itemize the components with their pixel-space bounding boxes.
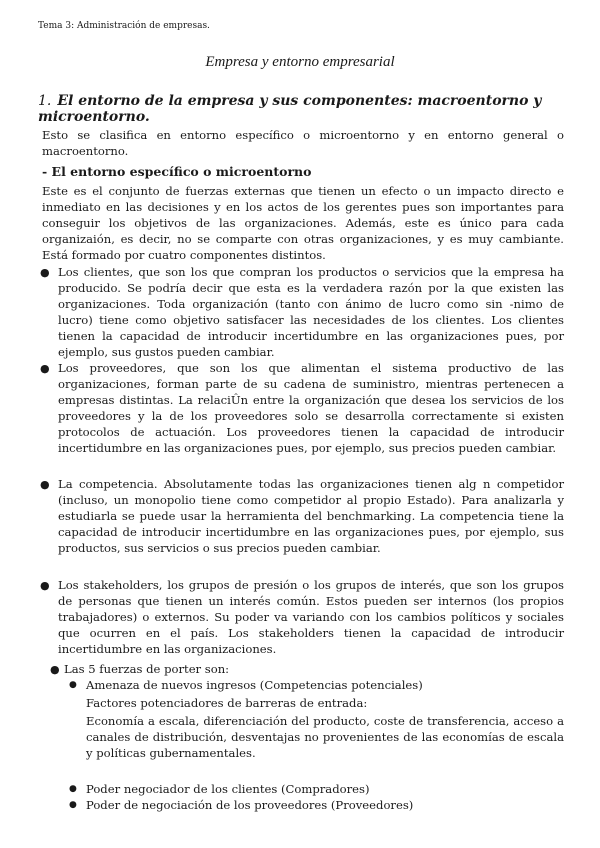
sub-bullet-icon: ● (69, 680, 77, 690)
section-title: El entorno de la empresa y sus componentes: macroentorno y microentorno. (38, 93, 542, 125)
page-title: Empresa y entorno empresarial (205, 54, 395, 70)
bullet-clientes: Los clientes, que son los que compran los productos o servicios que la empresa ha producido. Se podría decir que esta es la verdadera razón por la que existen las organizaciones. Toda organización (tanto con ánimo de lucro como sin -nimo de lucro) tiene como objetivo satisfacer las necesidades de los clientes. Los clientes tienen la capacidad de introducir incertidumbre en las organizaciones pues, por ejemplo, sus gustos pueden cambiar. (58, 265, 564, 359)
section-heading (38, 93, 600, 125)
porter-title: Las 5 fuerzas de porter son: (64, 662, 230, 676)
intro-paragraph: Esto se clasifica en entorno específico o microentorno y en entorno general o macroentorno. (42, 128, 564, 158)
sub-bullet-icon: ● (69, 784, 77, 794)
bullet-competencia: La competencia. Absolutamente todas las organizaciones tienen alg n competidor (incluso, un monopolio tiene como competidor al propio Estado). Para analizarla y estudiarla se puede usar la herramienta del benchmarking. La competencia tiene la capacidad de introducir incertidumbre en las organizaciones pues, por ejemplo, sus productos, sus servicios o sus precios pueden cambiar. (58, 477, 564, 555)
subsection-heading: - El entorno específico o microentorno (42, 164, 312, 179)
porter-item-1: Amenaza de nuevos ingresos (Competencias potenciales) (86, 678, 423, 692)
section-number: 1. (38, 93, 52, 109)
bullet-icon: ● (40, 478, 50, 491)
bullet-icon: ● (40, 266, 50, 279)
porter-item-3: Poder de negociación de los proveedores (Proveedores) (86, 798, 414, 812)
porter-factors-text: Economía a escala, diferenciación del producto, coste de transferencia, acceso a canales de distribución, desventajas no provenientes de las economías de escala y políticas gubernamentales. (86, 714, 564, 760)
bullet-stakeholders: Los stakeholders, los grupos de presión o los grupos de interés, que son los grupos de personas que tienen un interés común. Estos pueden ser internos (los propios trabajadores) o externos. Su poder va variando con los cambios políticos y sociales que ocurren en el país. Los stakeholders tienen la capacidad de introducir incertidumbre en las organizaciones. (58, 578, 564, 656)
bullet-proveedores: Los proveedores, que son los que alimentan el sistema productivo de las organizaciones, forman parte de su cadena de suministro, mientras pertenecen a empresas distintas. La relaciÛn entre la organización que desea los servicios de los proveedores y la de los proveedores solo se desarrolla correctamente si existen protocolos de actuación. Los proveedores tienen la capacidad de introducir incertidumbre en las organizaciones pues, por ejemplo, sus precios pueden cambiar. (58, 361, 564, 455)
description-paragraph: Este es el conjunto de fuerzas externas que tienen un efecto o un impacto directo e inmediato en las decisiones y en los actos de los gerentes pues son importantes para conseguir los objetivos de las organizaciones. Además, este es único para cada organizaión, es decir, no se comparte con otras organizaciones, y es muy cambiante. Está formado por cuatro componentes distintos. (42, 184, 564, 262)
sub-bullet-icon: ● (69, 800, 77, 810)
bullet-icon: ● (50, 663, 60, 676)
bullet-icon: ● (40, 579, 50, 592)
bullet-icon: ● (40, 362, 50, 375)
porter-factors-label: Factores potenciadores de barreras de entrada: (86, 696, 368, 710)
document-header: Tema 3: Administración de empresas. (38, 21, 210, 31)
porter-item-2: Poder negociador de los clientes (Compradores) (86, 782, 370, 796)
